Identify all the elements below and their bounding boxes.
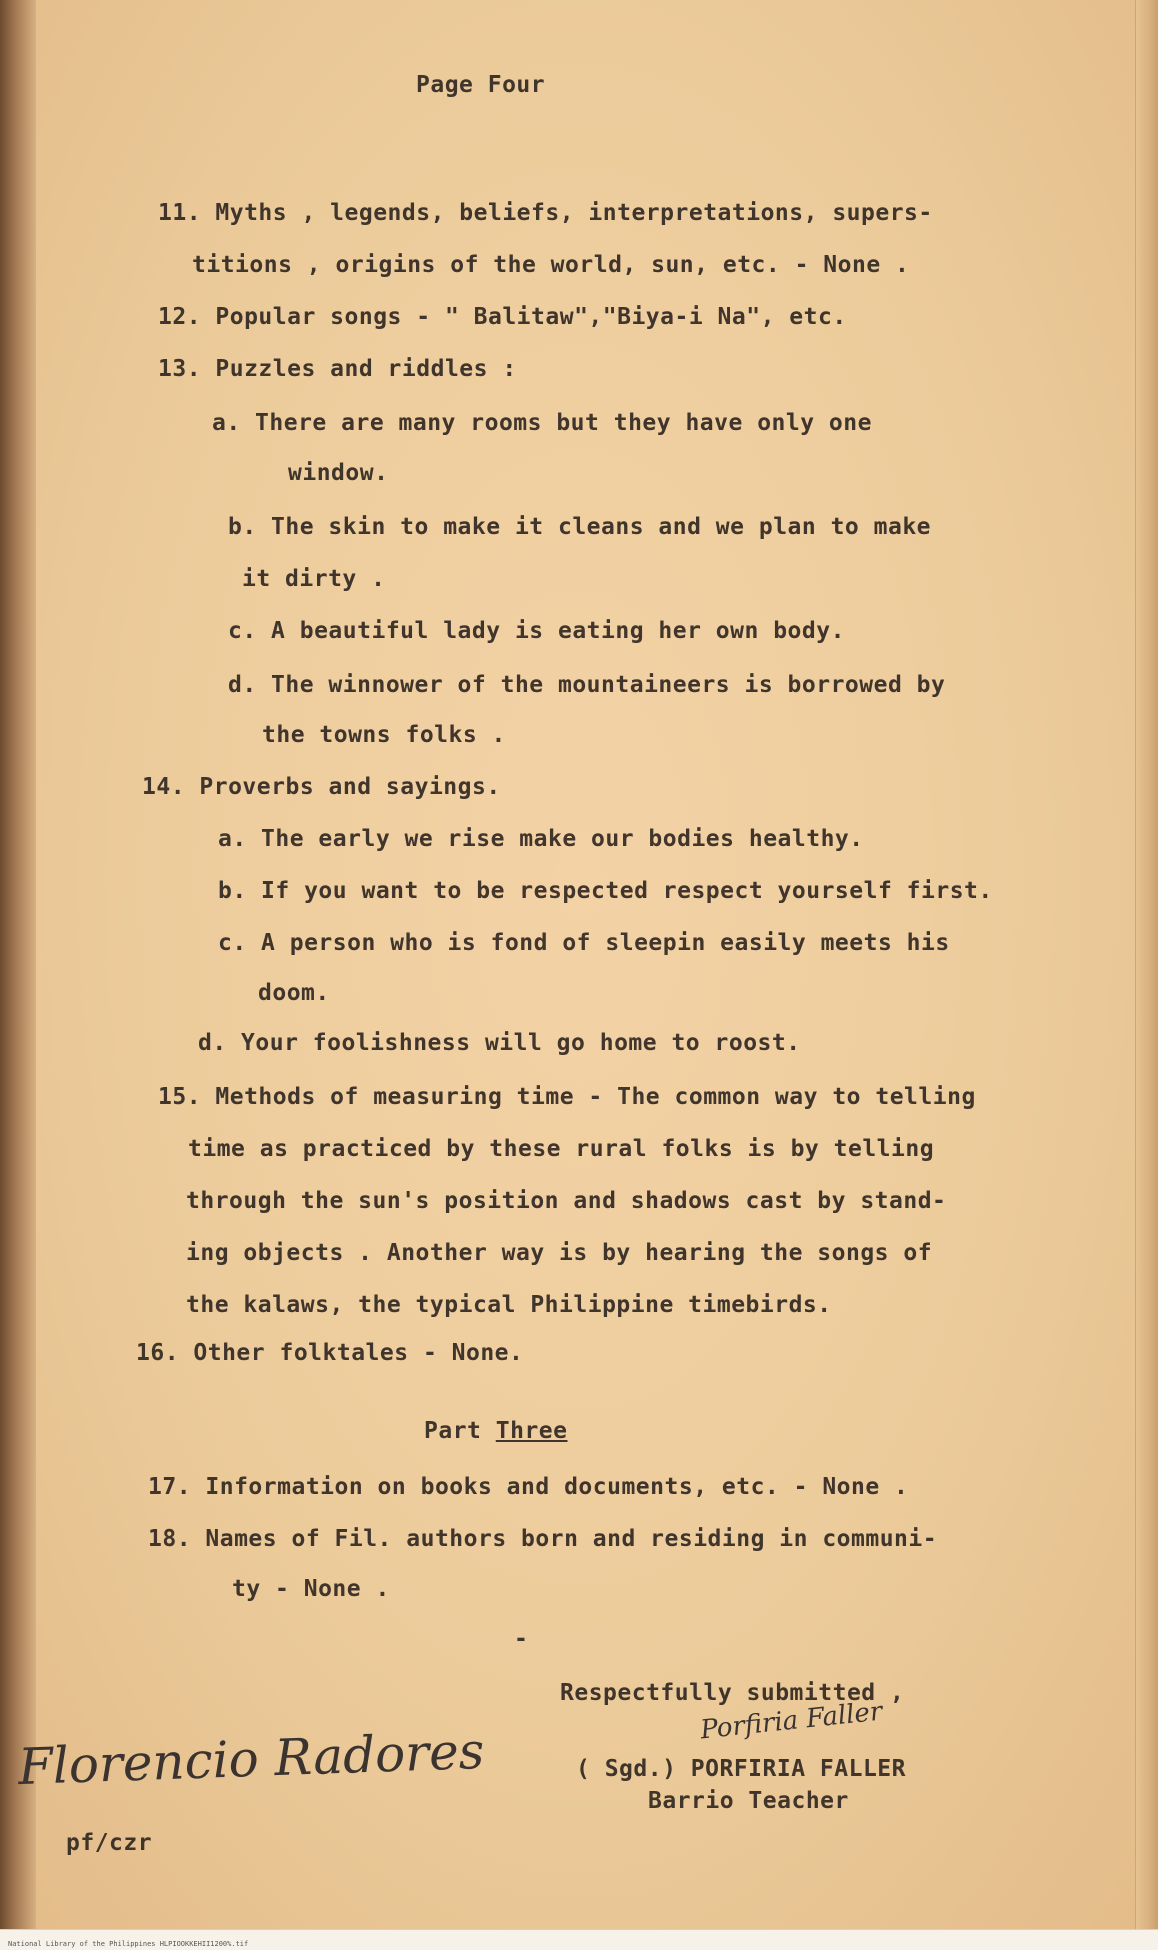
proverb-d: d. Your foolishness will go home to roost. — [198, 1030, 801, 1056]
item-16: 16. Other folktales - None. — [136, 1340, 524, 1366]
part-three-word: Three — [495, 1418, 568, 1444]
closing-initials: pf/czr — [66, 1830, 153, 1856]
riddle-d-line-1: d. The winnower of the mountaineers is borrowed by — [228, 672, 946, 698]
closing-submitted: Respectfully submitted , — [560, 1680, 905, 1706]
proverb-c-line-1: c. A person who is fond of sleepin easily meets his — [218, 930, 950, 956]
part-three-heading — [424, 1418, 568, 1444]
riddle-b-line-2: it dirty . — [242, 566, 386, 592]
page-binding-edge — [0, 0, 36, 1950]
page-right-edge — [1135, 0, 1158, 1950]
item-13-heading: 13. Puzzles and riddles : — [158, 356, 517, 382]
riddle-d-line-2: the towns folks . — [262, 722, 506, 748]
item-15-line-2: time as practiced by these rural folks is by telling — [188, 1136, 935, 1162]
proverb-c-line-2: doom. — [258, 980, 330, 1006]
item-18-line-2: ty - None . — [232, 1576, 390, 1602]
closing-role: Barrio Teacher — [648, 1788, 849, 1814]
item-18-line-1: 18. Names of Fil. authors born and residing in communi- — [148, 1526, 938, 1552]
riddle-a-line-2: window. — [288, 460, 389, 486]
item-12: 12. Popular songs - " Balitaw","Biya-i Na", etc. — [158, 304, 847, 330]
part-three-prefix: Part — [424, 1418, 496, 1444]
separator-dash: - — [514, 1626, 529, 1652]
teacher-signature: Porfiria Faller — [698, 1696, 884, 1746]
page-title: Page Four — [416, 72, 546, 98]
florencio-signature: Florencio Radores — [17, 1721, 486, 1797]
item-14-heading: 14. Proverbs and sayings. — [142, 774, 501, 800]
scan-footer-text: National Library of the Philippines HLPIOOKKEHII1200%.tif — [8, 1940, 249, 1948]
item-15-line-5: the kalaws, the typical Philippine timebirds. — [186, 1292, 832, 1318]
item-11-line-2: titions , origins of the world, sun, etc. - None . — [192, 252, 910, 278]
item-15-line-4: ing objects . Another way is by hearing the songs of — [186, 1240, 933, 1266]
riddle-c: c. A beautiful lady is eating her own body. — [228, 618, 845, 644]
riddle-a-line-1: a. There are many rooms but they have only one — [212, 410, 872, 436]
item-17: 17. Information on books and documents, etc. - None . — [148, 1474, 909, 1500]
item-15-line-3: through the sun's position and shadows cast by stand- — [186, 1188, 947, 1214]
closing-sgd: ( Sgd.) PORFIRIA FALLER — [576, 1756, 906, 1782]
riddle-b-line-1: b. The skin to make it cleans and we plan to make — [228, 514, 932, 540]
scan-footer — [0, 1929, 1158, 1950]
item-15-line-1: 15. Methods of measuring time - The common way to telling — [158, 1084, 976, 1110]
item-11-line-1: 11. Myths , legends, beliefs, interpretations, supers- — [158, 200, 933, 226]
proverb-a: a. The early we rise make our bodies healthy. — [218, 826, 864, 852]
proverb-b: b. If you want to be respected respect yourself first. — [218, 878, 993, 904]
